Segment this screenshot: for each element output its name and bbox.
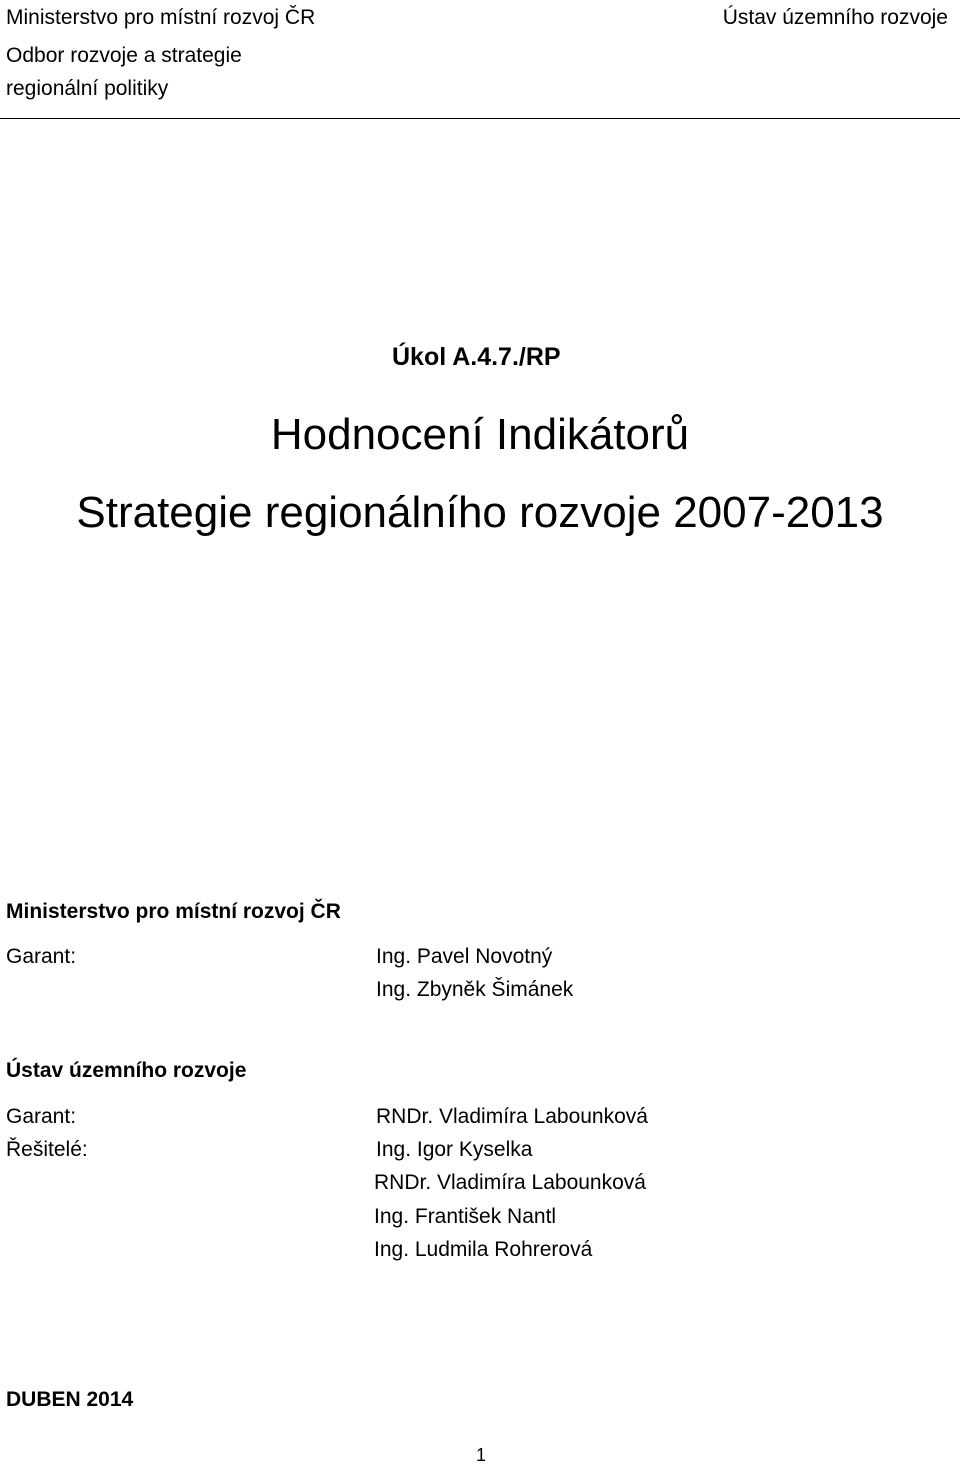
uur-solver-1: Ing. Igor Kyselka — [376, 1138, 533, 1161]
header-institute: Ústav územního rozvoje — [722, 6, 948, 29]
document-subtitle: Strategie regionálního rozvoje 2007-2013 — [76, 488, 884, 537]
uur-solver-3: Ing. František Nantl — [374, 1205, 557, 1228]
mmr-garant-1: Ing. Pavel Novotný — [376, 945, 553, 968]
page-number: 1 — [476, 1445, 487, 1465]
header-department-line2: regionální politiky — [6, 77, 169, 100]
mmr-garant-label: Garant: — [6, 945, 77, 968]
header-rule — [0, 118, 960, 119]
document-date: DUBEN 2014 — [6, 1388, 134, 1411]
task-code: Úkol A.4.7./RP — [392, 343, 561, 371]
uur-garant-label: Garant: — [6, 1105, 77, 1128]
uur-solvers-label: Řešitelé: — [6, 1138, 88, 1161]
uur-solver-4: Ing. Ludmila Rohrerová — [374, 1238, 593, 1261]
uur-solver-2: RNDr. Vladimíra Labounková — [374, 1171, 646, 1194]
header-ministry: Ministerstvo pro místní rozvoj ČR — [6, 6, 316, 29]
mmr-org-name: Ministerstvo pro místní rozvoj ČR — [6, 900, 341, 923]
header-department-line1: Odbor rozvoje a strategie — [6, 44, 242, 67]
uur-garant: RNDr. Vladimíra Labounková — [376, 1105, 648, 1128]
mmr-garant-2: Ing. Zbyněk Šimánek — [376, 978, 574, 1001]
document-title: Hodnocení Indikátorů — [270, 410, 690, 459]
uur-org-name: Ústav územního rozvoje — [6, 1059, 247, 1082]
